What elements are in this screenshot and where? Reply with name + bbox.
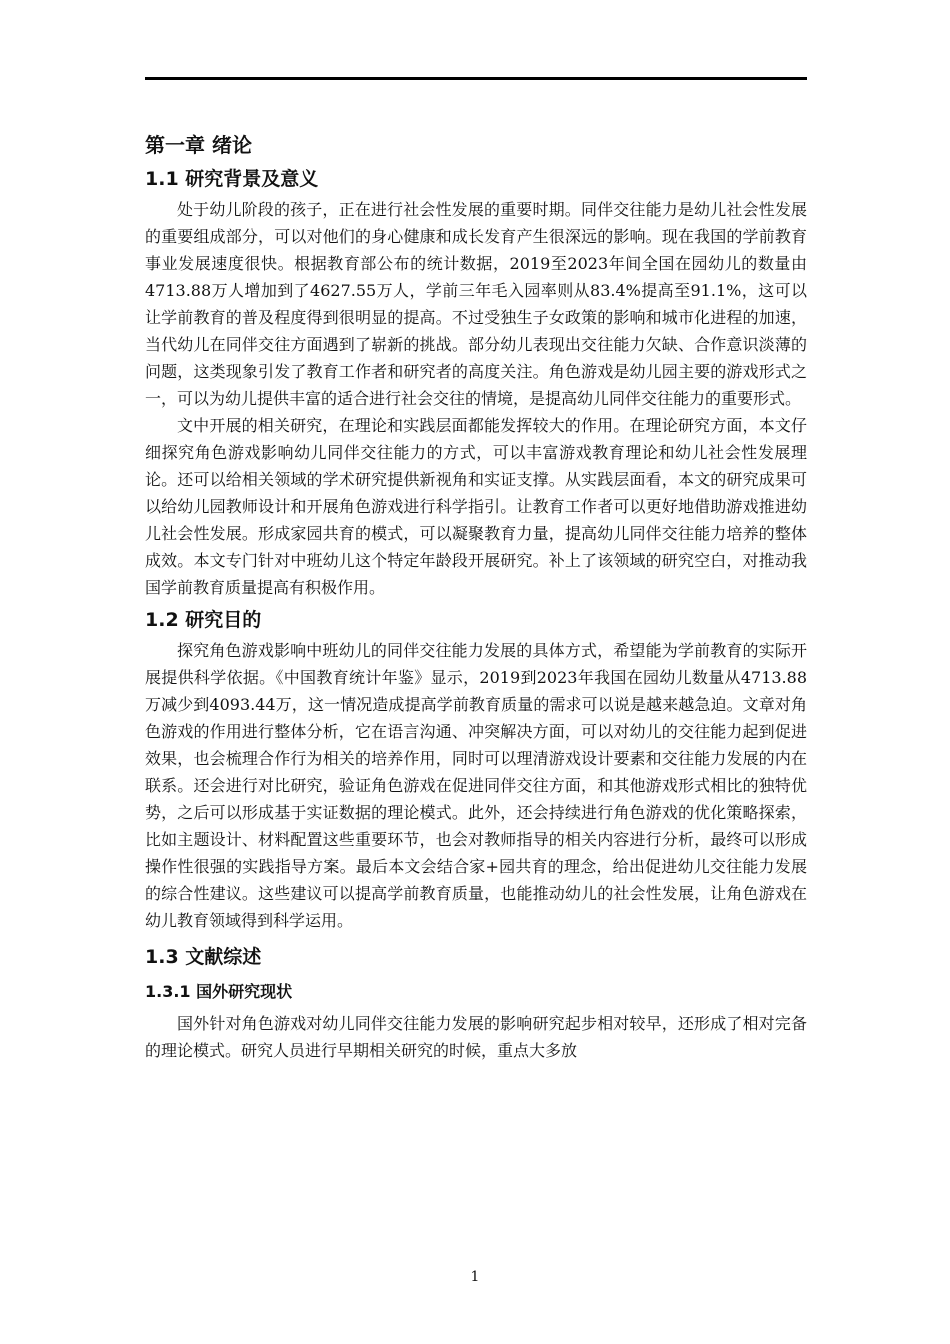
page-number: 1 — [470, 1269, 480, 1285]
section-heading-1-3: 1.3 文献综述 — [145, 946, 262, 968]
header-rule — [145, 77, 807, 80]
subsection-heading-1-3-1: 1.3.1 国外研究现状 — [145, 982, 293, 1001]
section-1-1-paragraph-2: 文中开展的相关研究，在理论和实践层面都能发挥较大的作用。在理论研究方面，本文仔细探究角色游戏影响幼儿同伴交往能力的方式，可以丰富游戏教育理论和幼儿社会性发展理论。还可以给相关领域的学术研究提供新视角和实证支撑。从实践层面看，本文的研究成果可以给幼儿园教师设计和开展角色游戏进行科学指引。让教育工作者可以更好地借助游戏推进幼儿社会性发展。形成家园共育的模式，可以凝聚教育力量，提高幼儿同伴交往能力培养的整体成效。本文专门针对中班幼儿这个特定年龄段开展研究。补上了该领域的研究空白，对推动我国学前教育质量提高有积极作用。 — [145, 416, 807, 597]
subsection-1-3-1-paragraph-1: 国外针对角色游戏对幼儿同伴交往能力发展的影响研究起步相对较早，还形成了相对完备的理论模式。研究人员进行早期相关研究的时候，重点大多放 — [145, 1014, 807, 1060]
section-heading-1-2: 1.2 研究目的 — [145, 609, 262, 631]
section-heading-1-1: 1.1 研究背景及意义 — [145, 168, 319, 190]
section-1-1-paragraph-1: 处于幼儿阶段的孩子，正在进行社会性发展的重要时期。同伴交往能力是幼儿社会性发展的重要组成部分，可以对他们的身心健康和成长发育产生很深远的影响。现在我国的学前教育事业发展速度很快。根据教育部公布的统计数据，2019至2023年间全国在园幼儿的数量由4713.88万人增加到了4627.55万人，学前三年毛入园率则从83.4%提高至91.1%，这可以让学前教育的普及程度得到很明显的提高。不过受独生子女政策的影响和城市化进程的加速，当代幼儿在同伴交往方面遇到了崭新的挑战。部分幼儿表现出交往能力欠缺、合作意识淡薄的问题，这类现象引发了教育工作者和研究者的高度关注。角色游戏是幼儿园主要的游戏形式之一，可以为幼儿提供丰富的适合进行社会交往的情境，是提高幼儿同伴交往能力的重要形式。 — [145, 200, 807, 408]
page-content — [145, 130, 807, 1064]
section-1-2-paragraph-1: 探究角色游戏影响中班幼儿的同伴交往能力发展的具体方式，希望能为学前教育的实际开展提供科学依据。《中国教育统计年鉴》显示，2019到2023年我国在园幼儿数量从4713.88万减少到4093.44万，这一情况造成提高学前教育质量的需求可以说是越来越急迫。文章对角色游戏的作用进行整体分析，它在语言沟通、冲突解决方面，可以对幼儿的交往能力起到促进效果，也会梳理合作行为相关的培养作用，同时可以理清游戏设计要素和交往能力发展的内在联系。还会进行对比研究，验证角色游戏在促进同伴交往方面，和其他游戏形式相比的独特优势，之后可以形成基于实证数据的理论模式。此外，还会持续进行角色游戏的优化策略探索，比如主题设计、材料配置这些重要环节，也会对教师指导的相关内容进行分析，最终可以形成操作性很强的实践指导方案。最后本文会结合家+园共育的理念，给出促进幼儿交往能力发展的综合性建议。这些建议可以提高学前教育质量，也能推动幼儿的社会性发展，让角色游戏在幼儿教育领域得到科学运用。 — [145, 641, 807, 930]
chapter-title: 第一章 绪论 — [145, 133, 252, 157]
